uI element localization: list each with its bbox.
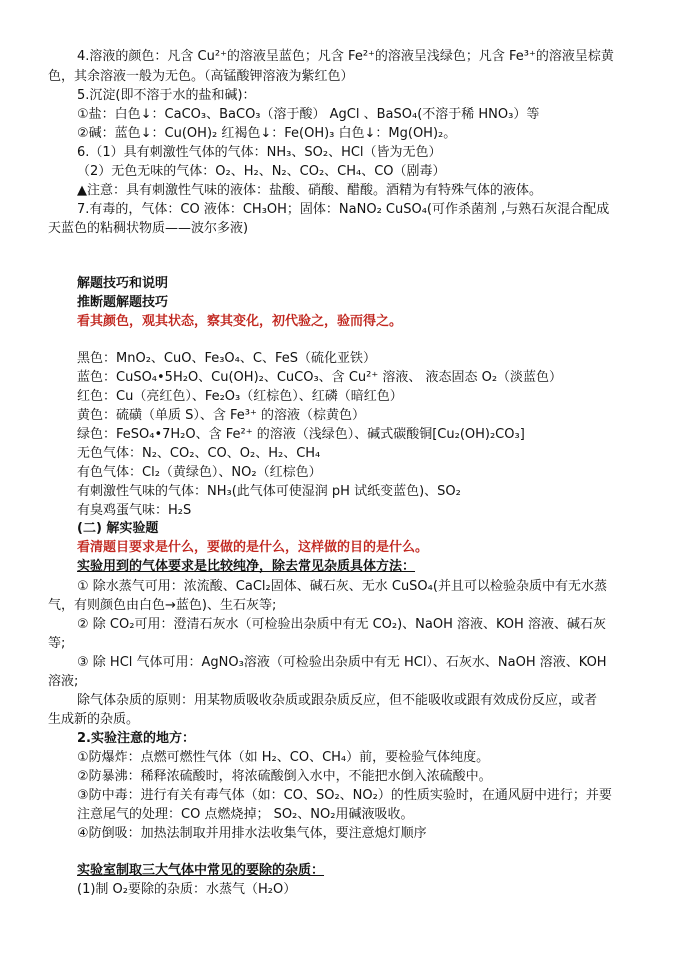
inference-heading: 推断题解题技巧 [77, 295, 169, 310]
remove-co2-method-cont: 等; [48, 636, 66, 651]
experiment-motto: 看清题目要求是什么，要做的是什么，这样做的目的是什么。 [77, 540, 429, 555]
yellow-substances: 黄色：硫磺（单质 S）、含 Fe³⁺ 的溶液（棕黄色） [77, 408, 365, 423]
pungent-gases: 有刺激性气味的气体：NH₃(此气体可使湿润 pH 试纸变蓝色)、SO₂ [77, 484, 461, 499]
poisoning-note-cont: 注意尾气的处理：CO 点燃烧掉； SO₂、NO₂用碱液吸收。 [77, 807, 414, 822]
oxygen-impurity-line: (1)制 O₂要除的杂质：水蒸气（H₂O） [77, 882, 297, 897]
odorless-gas-line: （2）无色无味的气体：O₂、H₂、N₂、CO₂、CH₄、CO（剧毒） [77, 164, 446, 179]
inference-motto: 看其颜色，观其状态，察其变化，初代验之，验而得之。 [77, 314, 403, 329]
black-substances: 黑色：MnO₂、CuO、Fe₃O₄、C、FeS（硫化亚铁） [77, 351, 376, 366]
precipitate-base-line: ②碱：蓝色↓：Cu(OH)₂ 红褐色↓：Fe(OH)₃ 白色↓：Mg(OH)₂。 [77, 126, 457, 141]
solution-color-line: 4.溶液的颜色：凡含 Cu²⁺的溶液呈蓝色；凡含 Fe²⁺的溶液呈浅绿色；凡含 Fe³⁺的溶液呈棕黄 [77, 49, 614, 64]
impurity-principle: 除气体杂质的原则：用某物质吸收杂质或跟杂质反应，但不能吸收或跟有效成份反应，或者 [77, 693, 598, 708]
remove-water-method-cont: 气，有则颜色由白色→蓝色)、生石灰等; [48, 598, 277, 613]
red-substances: 红色：Cu（亮红色）、Fe₂O₃（红棕色）、红磷（暗红色） [77, 389, 403, 404]
lab-gas-impurities-heading: 实验室制取三大气体中常见的要除的杂质： [77, 863, 325, 878]
lab-notes-heading: 2.实验注意的地方： [77, 731, 195, 746]
backflow-note: ④防倒吸：加热法制取并用排水法收集气体，要注意熄灯顺序 [77, 826, 427, 841]
remove-co2-method: ② 除 CO₂可用：澄清石灰水（可检验出杂质中有无 CO₂)、NaOH 溶液、KOH 溶液、碱石灰 [77, 617, 606, 632]
precipitate-heading: 5.沉淀(即不溶于水的盐和碱)： [77, 88, 256, 103]
toxic-substances-line-cont: 天蓝色的粘稠状物质——波尔多液) [48, 221, 249, 236]
pungent-gas-line: 6.（1）具有刺激性气体的气体：NH₃、SO₂、HCl（皆为无色） [77, 145, 442, 160]
precipitate-salt-line: ①盐：白色↓：CaCO₃、BaCO₃（溶于酸） AgCl 、BaSO₄(不溶于稀 HNO₃）等 [77, 107, 540, 122]
toxic-substances-line: 7.有毒的，气体：CO 液体：CH₃OH；固体：NaNO₂ CuSO₄(可作杀菌剂 ,与熟石灰混合配成 [77, 202, 610, 217]
impurity-principle-cont: 生成新的杂质。 [48, 712, 140, 727]
experiment-heading: (二) 解实验题 [77, 521, 159, 536]
remove-hcl-method-cont: 溶液; [48, 674, 79, 689]
blue-substances: 蓝色：CuSO₄•5H₂O、Cu(OH)₂、CuCO₃、含 Cu²⁺ 溶液、 液态固态 O₂（淡蓝色） [77, 370, 563, 385]
remove-hcl-method: ③ 除 HCl 气体可用：AgNO₃溶液（可检验出杂质中有无 HCl）、石灰水、NaOH 溶液、KOH [77, 655, 607, 670]
tips-heading: 解题技巧和说明 [77, 276, 169, 291]
poisoning-note: ③防中毒：进行有关有毒气体（如：CO、SO₂、NO₂）的性质实验时，在通风厨中进行；并要 [77, 788, 612, 803]
rotten-egg-gas: 有臭鸡蛋气味：H₂S [77, 503, 192, 518]
bumping-note: ②防暴沸：稀释浓硫酸时，将浓硫酸倒入水中，不能把水倒入浓硫酸中。 [77, 769, 492, 784]
gas-purity-heading: 实验用到的气体要求是比较纯净，除去常见杂质具体方法： [77, 559, 416, 574]
solution-color-line-cont: 色，其余溶液一般为无色。（高锰酸钾溶液为紫红色） [48, 69, 354, 84]
colored-gases: 有色气体：Cl₂（黄绿色）、NO₂（红棕色） [77, 465, 322, 480]
pungent-liquid-note: ▲注意：具有刺激性气味的液体：盐酸、硝酸、醋酸。酒精为有特殊气体的液体。 [77, 183, 542, 198]
explosion-note: ①防爆炸：点燃可燃性气体（如 H₂、CO、CH₄）前，要检验气体纯度。 [77, 750, 490, 765]
green-substances: 绿色：FeSO₄•7H₂O、含 Fe²⁺ 的溶液（浅绿色）、碱式碳酸铜[Cu₂(OH)₂CO₃] [77, 427, 525, 442]
remove-water-method: ① 除水蒸气可用：浓流酸、CaCl₂固体、碱石灰、无水 CuSO₄(并且可以检验杂质中有无水蒸 [77, 579, 607, 594]
colorless-gases: 无色气体：N₂、CO₂、CO、O₂、H₂、CH₄ [77, 446, 321, 461]
